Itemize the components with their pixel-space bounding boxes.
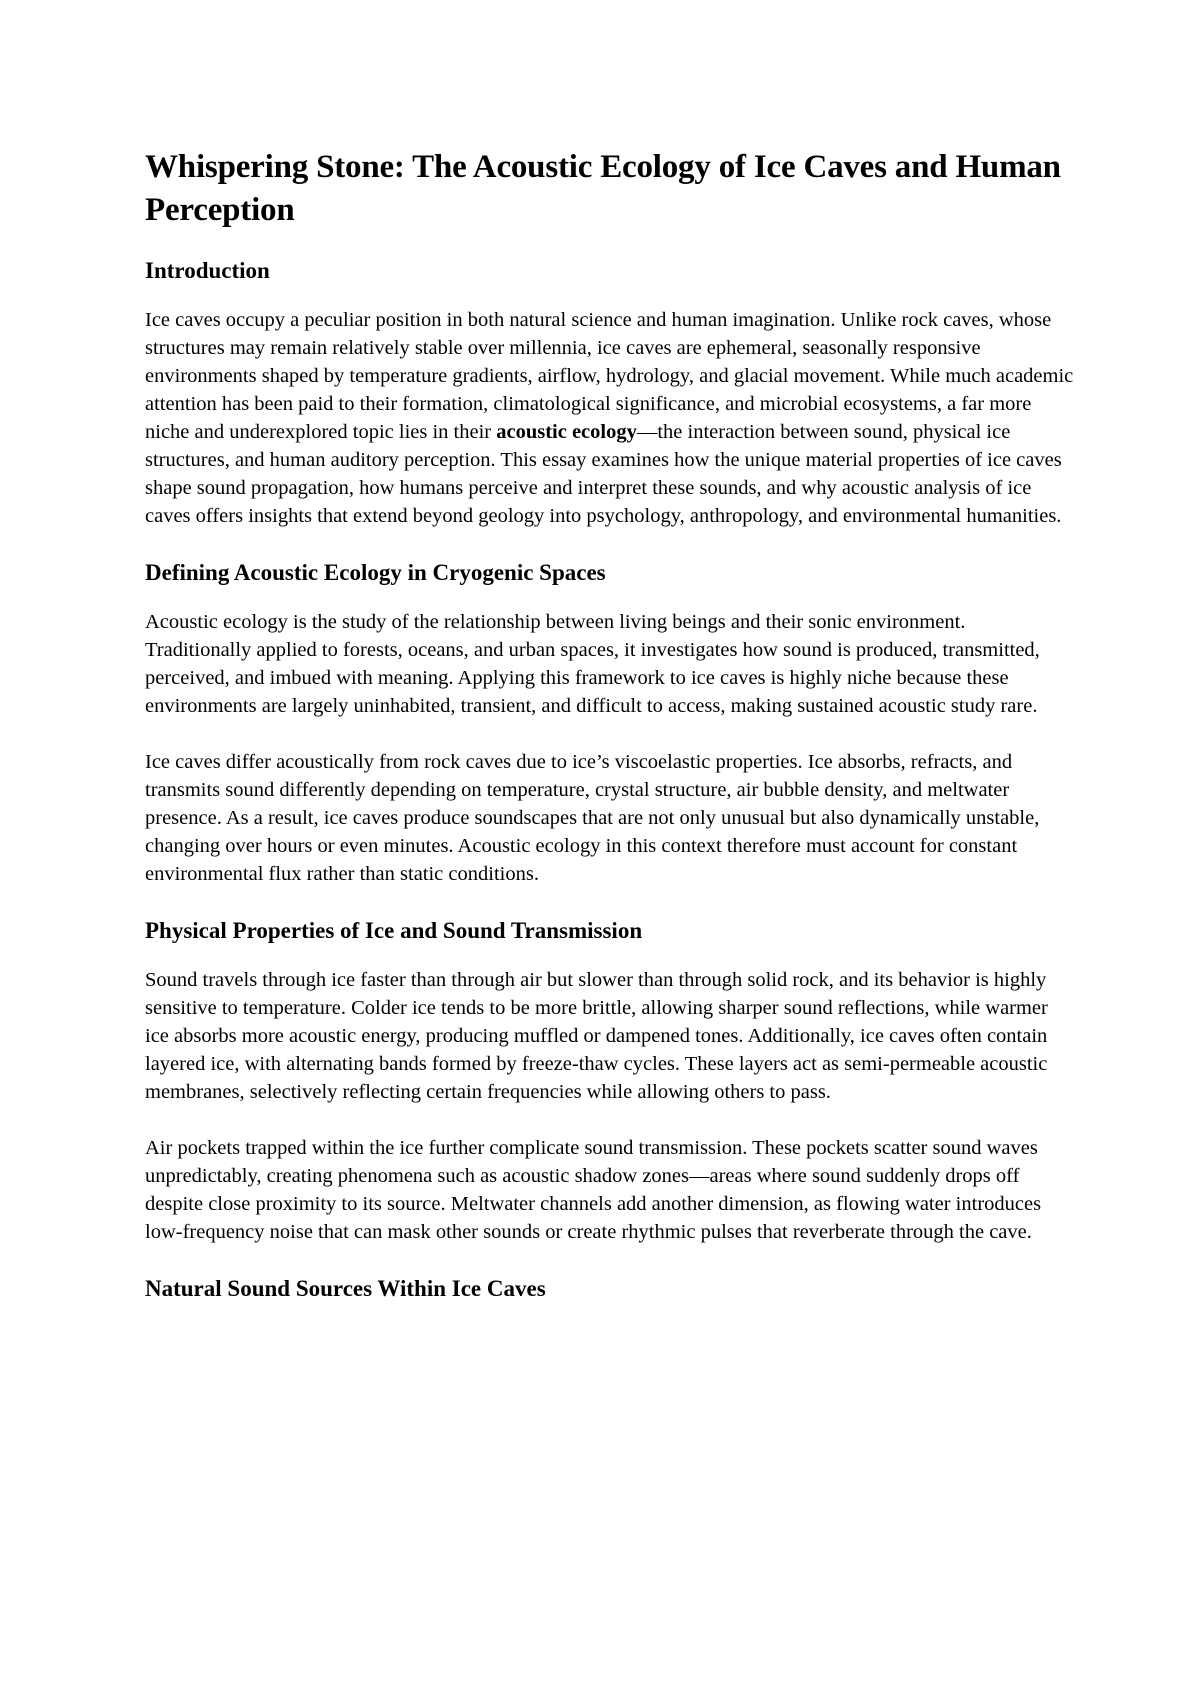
introduction-paragraph: [145, 306, 1075, 530]
intro-text-before: Ice caves occupy a peculiar position in both natural science and human imagination. Unlike rock caves, whose structures may remain relatively stable over millennia, ice caves are ephemeral, seasonally responsive environments shaped by temperature gradients, airflow, hydrology, and glacial movement. While much academic attention has been paid to their formation, climatological significance, and microbial ecosystems, a far more niche and underexplored topic lies in their: [145, 309, 1074, 443]
section-heading-defining: Defining Acoustic Ecology in Cryogenic Spaces: [145, 560, 606, 585]
intro-bold-term: acoustic ecology: [496, 421, 637, 443]
physical-paragraph-1: Sound travels through ice faster than through air but slower than through solid rock, and its behavior is highly sensitive to temperature. Colder ice tends to be more brittle, allowing sharper sound reflections, while warmer ice absorbs more acoustic energy, producing muffled or dampened tones. Additionally, ice caves often contain layered ice, with alternating bands formed by freeze-thaw cycles. These layers act as semi-permeable acoustic membranes, selectively reflecting certain frequencies while allowing others to pass.: [145, 969, 1048, 1103]
defining-paragraph-1: Acoustic ecology is the study of the relationship between living beings and their sonic environment. Traditionally applied to forests, oceans, and urban spaces, it investigates how sound is produced, transmitted, perceived, and imbued with meaning. Applying this framework to ice caves is highly niche because these environments are largely uninhabited, transient, and difficult to access, making sustained acoustic study rare.: [145, 611, 1040, 717]
physical-paragraph-2: Air pockets trapped within the ice further complicate sound transmission. These pockets scatter sound waves unpredictably, creating phenomena such as acoustic shadow zones—areas where sound suddenly drops off despite close proximity to its source. Meltwater channels add another dimension, as flowing water introduces low-frequency noise that can mask other sounds or create rhythmic pulses that reverberate through the cave.: [145, 1137, 1042, 1243]
defining-paragraph-2: Ice caves differ acoustically from rock caves due to ice’s viscoelastic properties. Ice absorbs, refracts, and transmits sound differently depending on temperature, crystal structure, air bubble density, and meltwater presence. As a result, ice caves produce soundscapes that are not only unusual but also dynamically unstable, changing over hours or even minutes. Acoustic ecology in this context therefore must account for constant environmental flux rather than static conditions.: [145, 751, 1040, 885]
intro-text-after: —the interaction between sound, physical ice structures, and human auditory perception. This essay examines how the unique material properties of ice caves shape sound propagation, how humans perceive and interpret these sounds, and why acoustic analysis of ice caves offers insights that extend beyond geology into psychology, anthropology, and environmental humanities.: [145, 421, 1062, 527]
section-heading-introduction: Introduction: [145, 258, 270, 283]
section-heading-natural-sources: Natural Sound Sources Within Ice Caves: [145, 1276, 546, 1301]
section-heading-physical: Physical Properties of Ice and Sound Transmission: [145, 918, 643, 943]
document-title: Whispering Stone: The Acoustic Ecology of Ice Caves and Human Perception: [145, 149, 1061, 228]
document-page: [145, 146, 1075, 1324]
